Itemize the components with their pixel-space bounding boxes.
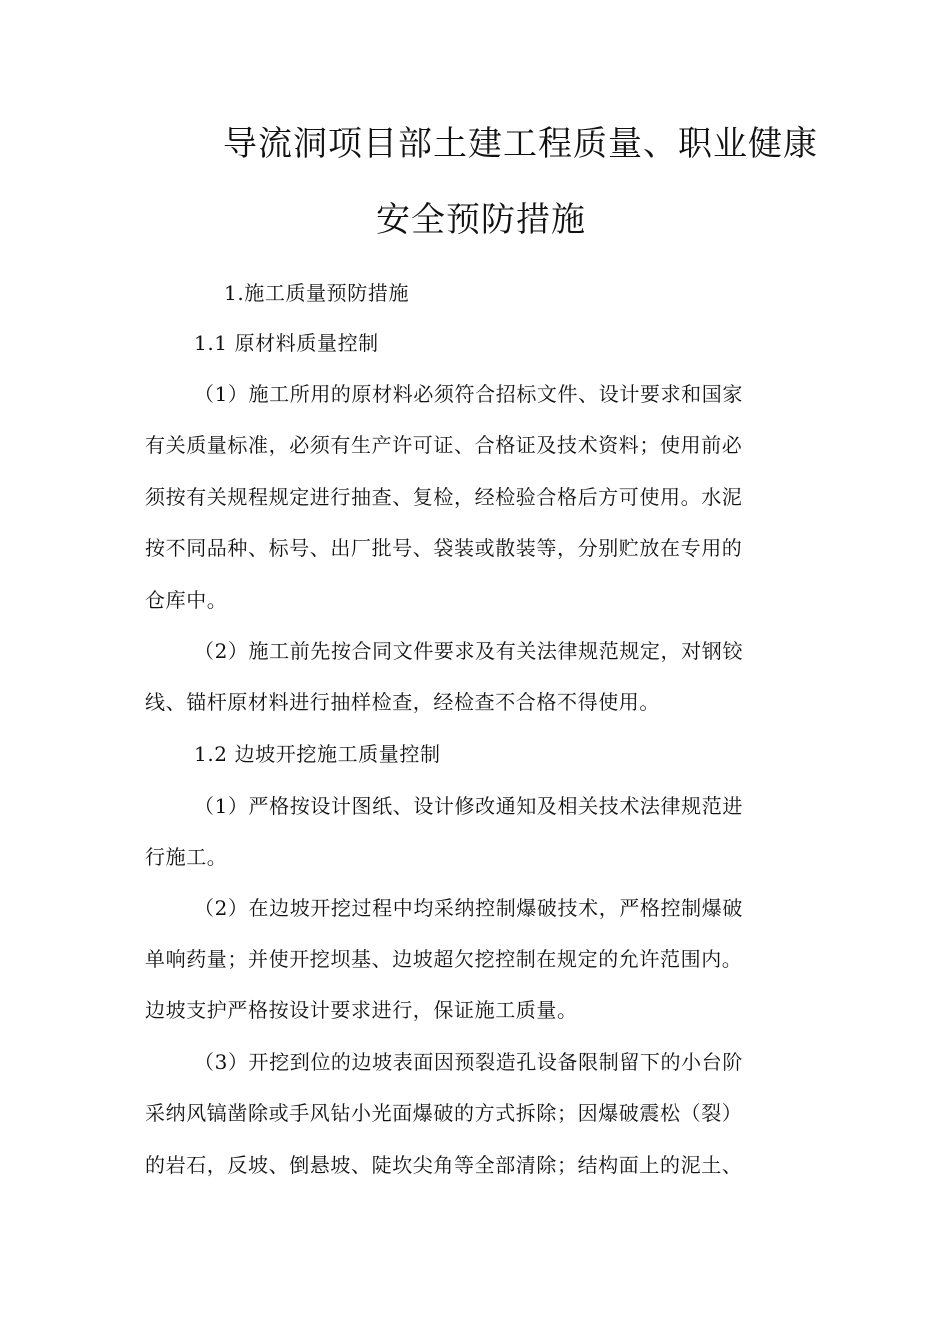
paragraph-line: 按不同品种、标号、出厂批号、袋装或散装等，分别贮放在专用的 <box>145 536 743 560</box>
paragraph-line: 仓库中。 <box>145 588 228 612</box>
document-title-line-1: 导流洞项目部土建工程质量、职业健康 <box>223 124 818 164</box>
paragraph-line: 边坡支护严格按设计要求进行，保证施工质量。 <box>145 998 578 1022</box>
paragraph-line: （2）施工前先按合同文件要求及有关法律规范规定，对钢铰 <box>194 639 743 663</box>
paragraph-line: （1）施工所用的原材料必须符合招标文件、设计要求和国家 <box>194 382 743 406</box>
heading-1-2: 1.2 边坡开挖施工质量控制 <box>194 742 441 766</box>
paragraph-line: 单响药量；并使开挖坝基、边坡超欠挖控制在规定的允许范围内。 <box>145 947 743 971</box>
paragraph-line: （2）在边坡开挖过程中均采纳控制爆破技术，严格控制爆破 <box>194 896 743 920</box>
paragraph-line: 须按有关规程规定进行抽查、复检，经检验合格后方可使用。水泥 <box>145 485 743 509</box>
paragraph-line: 线、锚杆原材料进行抽样检查，经检查不合格不得使用。 <box>145 690 660 714</box>
heading-1: 1.施工质量预防措施 <box>224 281 410 305</box>
paragraph-line: （3）开挖到位的边坡表面因预裂造孔设备限制留下的小台阶 <box>194 1050 743 1074</box>
heading-1-1: 1.1 原材料质量控制 <box>194 331 379 355</box>
paragraph-line: 行施工。 <box>145 845 228 869</box>
paragraph-line: （1）严格按设计图纸、设计修改通知及相关技术法律规范进 <box>194 794 743 818</box>
paragraph-line: 有关质量标准，必须有生产许可证、合格证及技术资料；使用前必 <box>145 433 743 457</box>
document-title-line-2: 安全预防措施 <box>376 200 586 240</box>
paragraph-line: 的岩石，反坡、倒悬坡、陡坎尖角等全部清除；结构面上的泥土、 <box>145 1153 743 1177</box>
paragraph-line: 采纳风镐凿除或手风钻小光面爆破的方式拆除；因爆破震松（裂） <box>145 1101 743 1125</box>
